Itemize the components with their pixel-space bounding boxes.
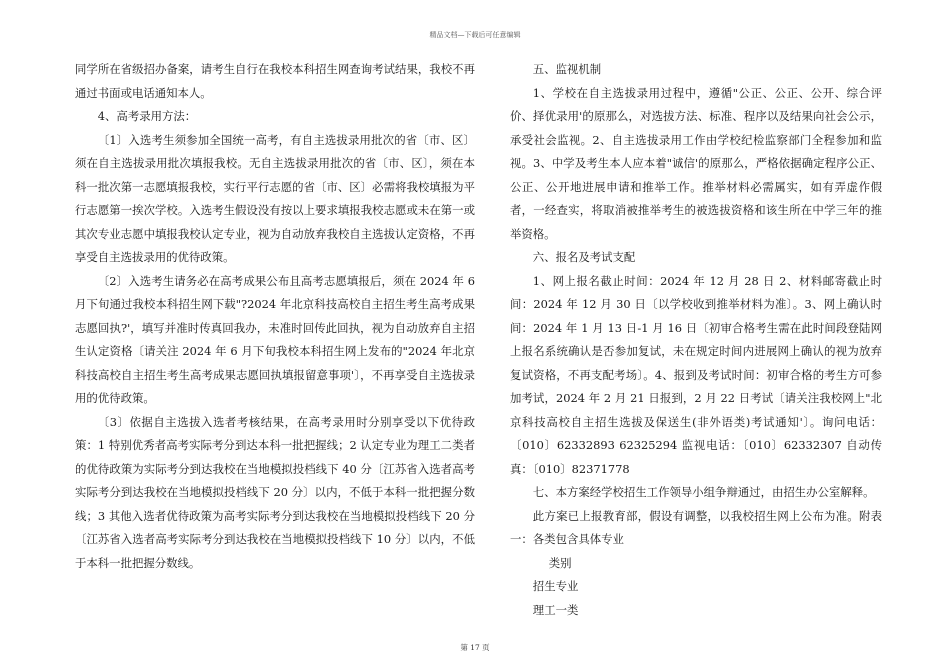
interpretation-paragraph: 七、本方案经学校招生工作领导小组争辩通过，由招生办公室解释。 [532, 485, 875, 499]
registration-paragraph: 1、网上报名截止时间：2024 年 12 月 28 日 2、材料邮寄截止时间：2024 年 12 月 30 日〔以学校收到推举材料为准〕。3、网上确认时间：2024 年 1 月 13 日-1 月 16 日〔初审合格考生需在此时间段登陆网上报名系统确认是否参加复试，未在规定时间内进展网上确认的视为放弃复试资格，不再支配考场〕。4、报到及考试时间：初审合格的考生方可参加考试，2024 年 2 月 21 日报到，2 月 22 日考试〔请关注我校网上"北京科技高校自主招生选拔及保送生(非外语类)考试通知'〕。询问电话：〔010〕62332893 62325294 监视电话：〔010〕62332307 自动传真：〔010〕82371778 [510, 273, 882, 476]
registration-heading: 六、报名及考试支配 [532, 250, 636, 264]
left-paragraph-1: 同学所在省级招办备案，请考生自行在我校本科招生网查询考试结果，我校不再通过书面或电话通知本人。 [75, 62, 475, 100]
admission-rule-3: 〔3〕依据自主选拔入选者考核结果，在高考录用时分别享受以下优待政策：1 特别优秀者高考实际考分到达本科一批把握线；2 认定专业为理工二类者的优待政策为实际考分到达我校在当地模拟投档线下 40 分〔江苏省入选者高考实际考分到达我校在当地模拟投档线下 20 分〕以内，不低于本科一批把握分数线；3 其他入选者优待政策为高考实际考分到达我校在当地模拟投档线下 20 分〔江苏省入选者高考实际考分到达我校在当地模拟投档线下 10 分〕以内，不低于本科一批把握分数线。 [75, 414, 475, 570]
supervision-heading: 五、监视机制 [532, 62, 602, 76]
table-header-majors: 招生专业 [532, 579, 579, 593]
left-column [75, 58, 475, 575]
exam-admission-method-heading: 4、高考录用方法： [97, 109, 197, 123]
table-header-category: 类别 [548, 555, 572, 570]
admission-rule-2: 〔2〕入选考生请务必在高考成果公布且高考志愿填报后，须在 2024 年 6 月下旬通过我校本科招生网下载"?2024 年北京科技高校自主招生考生高考成果志愿回执?'，填写并准时传真回我办，未准时回传此回执，视为自动放弃自主招生认定资格〔请关注 2024 年 6 月下旬我校本科招生网上发布的"2024 年北京科技高校自主招生考生高考成果志愿回执填报留意事项'〕，不再享受自主选拔录用的优待政策。 [75, 273, 475, 405]
page-number: 第 17 页 [460, 643, 490, 652]
supervision-paragraph: 1、学校在自主选拔录用过程中，遵循"公正、公正、公开、综合评价、择优录用'的原那么，对选拔方法、标准、程序以及结果向社会公示，承受社会监视。2、自主选拔录用工作由学校纪检监察部门全程参加和监视。3、中学及考生本人应本着"诚信'的原那么，严格依据确定程序公正、公正、公开地进展申请和推举工作。推举材料必需属实，如有弄虚作假者，一经查实，将取消被推举考生的被选拔资格和该生所在中学三年的推举资格。 [510, 85, 882, 241]
appendix-paragraph: 此方案已上报教育部，假设有调整，以我校招生网上公布为准。附表一：各类包含具体专业 [510, 508, 882, 546]
right-column [510, 58, 882, 622]
page-header: 精品文档—下载后可任意编辑 [429, 31, 521, 39]
admission-rule-1: 〔1〕入选考生须参加全国统一高考，有自主选拔录用批次的省〔市、区〕须在自主选拔录用批次填报我校。无自主选拔录用批次的省〔市、区〕，须在本科一批次第一志愿填报我校，实行平行志愿的省〔市、区〕必需将我校填报为平行志愿第一挨次学校。入选考生假设没有按以上要求填报我校志愿或未在第一或其次专业志愿中填报我校认定专业，视为自动放弃我校自主选拔认定资格，不再享受自主选拔录用的优待政策。 [75, 132, 475, 264]
table-row-category: 理工一类 [532, 602, 579, 617]
